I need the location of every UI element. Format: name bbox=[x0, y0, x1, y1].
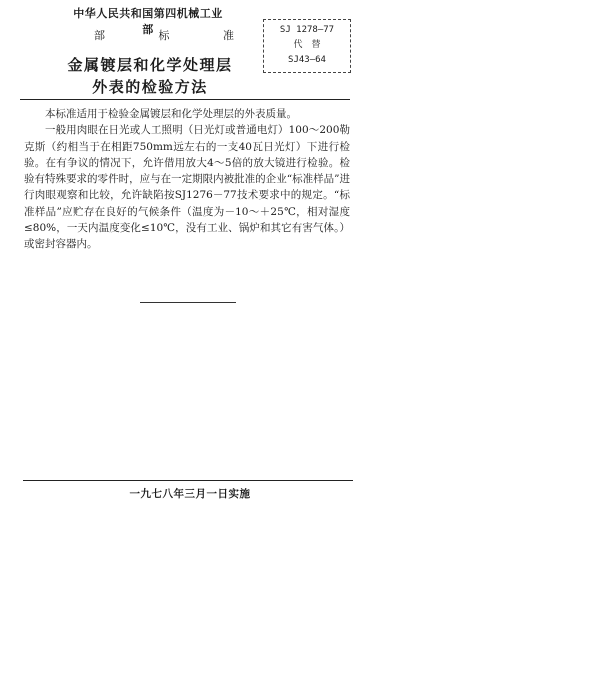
paragraph-method: 一般用肉眼在日光或人工照明（日光灯或普通电灯）100～200勒克斯（约相当于在相距750mm远左右的一支40瓦日光灯）下进行检验。在有争议的情况下，允许借用放大4～5倍的放大镜进行检验。检验有特殊要求的零件时，应与在一定期限内被批准的企业“标准样品”进行肉眼观察和比较，允许缺陷按SJ1276－77技术要求中的规定。“标准样品”应贮存在良好的气候条件（温度为－10～＋25℃，相对湿度≤80%，一天内温度变化≤10℃，没有工业、锅炉和其它有害气体。）或密封容器内。 bbox=[24, 124, 350, 251]
dept-char-1: 部 bbox=[94, 29, 105, 42]
dept-char-2: 标 bbox=[158, 29, 170, 42]
ministry-header: 中华人民共和国第四机械工业部 bbox=[73, 7, 223, 36]
implementation-date: 一九七八年三月一日实施 bbox=[129, 488, 251, 500]
department-standard-label bbox=[94, 27, 234, 43]
standard-code: SJ 1278—77 bbox=[279, 25, 335, 35]
end-of-text-rule bbox=[140, 302, 236, 303]
bottom-divider bbox=[23, 480, 353, 481]
dept-char-3: 准 bbox=[223, 29, 234, 42]
standard-number-box bbox=[263, 19, 351, 73]
body-text bbox=[24, 106, 350, 253]
top-divider bbox=[20, 99, 350, 100]
document-title-line-1: 金属镀层和化学处理层 bbox=[67, 56, 233, 74]
paragraph-scope: 本标准适用于检验金属镀层和化学处理层的外表质量。 bbox=[45, 108, 297, 120]
document-title-line-2: 外表的检验方法 bbox=[92, 78, 208, 96]
replaces-label: 代 替 bbox=[293, 40, 321, 50]
replaces-code: SJ43—64 bbox=[288, 55, 326, 65]
